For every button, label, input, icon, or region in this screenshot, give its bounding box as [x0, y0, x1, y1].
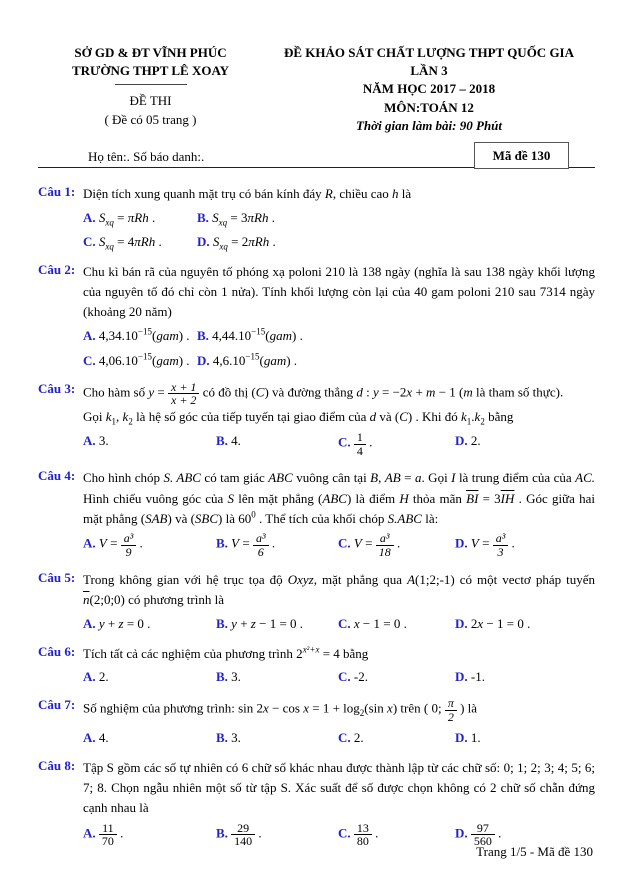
- math-italic: gam: [263, 352, 287, 368]
- option-letter: D.: [455, 535, 468, 551]
- answer-option: B. 4.: [216, 433, 241, 449]
- duration-line: Thời gian làm bài: 90 Phút: [355, 117, 503, 133]
- subscript: xq: [105, 241, 114, 252]
- subscript: 2: [359, 708, 365, 719]
- math-italic: AC.: [575, 470, 595, 486]
- question-text: Gọi $k_1$, $k_2$ là hệ số góc của tiếp tuyến tại giao điểm của d và (C) . Khi đó $k_1.k_2$ bằng: [83, 409, 514, 427]
- answer-option: B. $4,44.10^{-15}(gam)$ .: [197, 326, 303, 343]
- math-italic: H: [399, 490, 409, 506]
- option-letter: B.: [216, 433, 228, 449]
- math-italic: d: [356, 384, 363, 400]
- option-letter: B.: [197, 328, 209, 343]
- math-italic: V: [353, 535, 362, 551]
- answer-option: D. -1.: [455, 669, 485, 685]
- fraction-denominator: 9: [125, 545, 132, 560]
- answer-options: [83, 530, 595, 562]
- fraction: [354, 822, 372, 849]
- math-italic: a: [414, 470, 422, 486]
- fraction: [354, 431, 366, 458]
- answer-option: D. $S_{xq} = 2\pi Rh$ .: [197, 234, 276, 252]
- question: [38, 570, 595, 636]
- question-text: Chu kì bán rã của nguyên tố phóng xạ poloni 210 là 138 ngày (nghĩa là sau 138 ngày khối lượng của nguyên tố đó chỉ còn 1 nửa). Tính khối lượng còn lại của 40 gam poloni 210 sau 7314 ngày (khoảng 20 năm): [83, 264, 595, 320]
- fraction-numerator: a³: [376, 532, 394, 546]
- answer-option: A. $\frac{11}{70}$ .: [83, 820, 124, 849]
- option-letter: D.: [455, 433, 468, 449]
- exam-header: [38, 44, 595, 135]
- option-letter: A.: [83, 433, 96, 449]
- math-italic: C: [255, 384, 265, 400]
- math-italic: d: [369, 409, 377, 425]
- question-text: Cho hàm số y = $\frac{x + 1}{x + 2}$ có đồ thị (C) và đường thẳng d : y = −2x + m − 1 (m là tham số thực).: [83, 379, 564, 408]
- fraction: [376, 532, 394, 559]
- answer-option: D. 2x − 1 = 0 .: [455, 615, 531, 631]
- fraction: [121, 532, 137, 559]
- math-italic: I: [451, 470, 456, 486]
- question-number: Câu 8:: [38, 757, 76, 773]
- question: [38, 468, 595, 561]
- fraction-denominator: 18: [378, 545, 391, 560]
- answer-option: C. x − 1 = 0 .: [338, 615, 407, 631]
- option-letter: B.: [216, 535, 228, 551]
- math-italic: S: [212, 234, 220, 250]
- math-italic: x: [303, 700, 310, 716]
- math-italic: S.ABC: [387, 510, 422, 526]
- math-italic: B: [370, 470, 379, 486]
- math-italic: gam: [156, 352, 179, 368]
- option-letter: D.: [455, 729, 468, 745]
- math-italic: ABC: [322, 490, 347, 506]
- math-italic: V: [98, 535, 107, 551]
- fraction-numerator: 13: [354, 822, 372, 836]
- option-letter: B.: [216, 729, 228, 745]
- answer-option: A. V = $\frac{\text{a³}}{9}$ .: [83, 531, 143, 560]
- question: [38, 758, 595, 851]
- math-italic: x: [353, 615, 360, 631]
- fraction-numerator: 1: [354, 431, 366, 445]
- vector-overline: $\overline{IH}$: [500, 490, 515, 506]
- fraction: [168, 381, 199, 408]
- question-content: [83, 697, 595, 749]
- question-number: Câu 7:: [38, 697, 76, 713]
- math-italic: V: [231, 535, 240, 551]
- fraction-denominator: 4: [356, 444, 363, 458]
- answer-option: C. 2.: [338, 729, 364, 745]
- option-letter: C.: [83, 352, 96, 368]
- subscript: xq: [218, 217, 228, 228]
- math-italic: k: [474, 409, 481, 425]
- subscript: xq: [219, 241, 228, 252]
- math-italic: y: [231, 615, 237, 631]
- answer-option: C. $4,06.10^{-15}(gam)$ .: [83, 351, 190, 368]
- superscript: −15: [137, 351, 152, 362]
- question-content: [83, 381, 595, 461]
- math-italic: S: [98, 234, 106, 250]
- math-italic: z: [250, 615, 256, 631]
- option-letter: B.: [216, 669, 228, 685]
- fraction-denominator: x + 2: [171, 393, 197, 408]
- question-text: Tích tất cả các nghiệm của phương trình $2^{x^2+x} = 4$ bằng: [83, 644, 369, 661]
- answer-option: B. $S_{xq} = 3\pi Rh$ .: [197, 209, 275, 228]
- math-italic: x: [477, 615, 484, 631]
- answer-option: C. V = $\frac{\text{a³}}{18}$ .: [338, 531, 401, 560]
- math-italic: S: [227, 490, 235, 506]
- question: [38, 644, 595, 690]
- fraction-numerator: x + 1: [168, 381, 199, 395]
- answer-option: B. y + z − 1 = 0 .: [216, 615, 304, 631]
- questions: [38, 184, 595, 851]
- school-year: NĂM HỌC 2017 – 2018: [362, 81, 496, 97]
- option-letter: D.: [455, 615, 468, 631]
- question-content: [83, 758, 595, 851]
- option-letter: D.: [197, 352, 210, 368]
- fraction-numerator: a³: [121, 532, 137, 546]
- question-number: Câu 5:: [38, 569, 76, 585]
- header-right-block: [263, 44, 595, 135]
- math-italic: x: [263, 700, 269, 716]
- subscript: 1: [466, 417, 472, 427]
- answer-option: A. 2.: [83, 669, 109, 685]
- question-number: Câu 4:: [38, 468, 76, 484]
- math-italic: gam: [156, 328, 179, 343]
- option-letter: C.: [338, 825, 351, 841]
- subscript: 2: [480, 417, 485, 427]
- option-letter: A.: [83, 729, 96, 745]
- fraction: [445, 697, 457, 724]
- answer-option: A. y + z = 0 .: [83, 615, 151, 631]
- question-content: [83, 468, 595, 561]
- answer-option: B. 3.: [216, 729, 241, 745]
- question-text: Tập S gồm các số tự nhiên có 6 chữ số khác nhau được thành lập từ các chữ số: 0; 1; 2; 3; 4; 5; 6; 7; 8. Chọn ngẫu nhiên một số từ tập S. Xác suất để số được chọn không có 2 chữ số chẵn đứng cạnh nhau là: [83, 759, 595, 815]
- fraction-numerator: a³: [253, 532, 269, 546]
- option-letter: D.: [197, 234, 210, 250]
- math-italic: ABC: [268, 470, 293, 486]
- math-italic: k: [122, 409, 129, 425]
- math-italic: y: [148, 384, 155, 400]
- question-text: Diện tích xung quanh mặt trụ có bán kính đáy R, chiều cao h là: [83, 185, 412, 201]
- option-letter: A.: [83, 825, 96, 841]
- page-footer: Trang 1/5 - Mã đề 130: [476, 844, 593, 859]
- question-content: [83, 262, 595, 372]
- option-letter: A.: [83, 535, 96, 551]
- answer-options: [83, 205, 595, 254]
- vector-overline: $\overline{n}$: [83, 591, 90, 607]
- option-letter: A.: [83, 209, 96, 225]
- question-text: Trong không gian với hệ trục tọa độ Oxyz, mặt phẳng qua A(1;2;-1) có một vectơ pháp tuyến $\overline{n}(2;0;0)$ có phương trình là: [83, 571, 595, 607]
- math-italic: S. ABC: [163, 470, 201, 486]
- option-letter: C.: [338, 434, 351, 450]
- math-italic: gam: [269, 328, 292, 343]
- superscript: −15: [137, 326, 152, 337]
- fraction-numerator: 11: [99, 822, 117, 836]
- answer-option: D. $\frac{97}{560}$ .: [455, 820, 502, 849]
- candidate-info-line: Họ tên:. Số báo danh:.: [88, 148, 205, 164]
- question: [38, 697, 595, 749]
- fraction-denominator: 80: [356, 834, 369, 849]
- exam-title: ĐỀ KHẢO SÁT CHẤT LƯỢNG THPT QUỐC GIA: [283, 45, 575, 60]
- fraction-numerator: 29: [231, 822, 255, 836]
- answer-option: D. V = $\frac{\text{a³}}{3}$ .: [455, 531, 515, 560]
- option-letter: C.: [338, 535, 351, 551]
- math-italic: AB: [384, 470, 401, 486]
- math-italic: πRh: [134, 234, 156, 250]
- option-letter: C.: [338, 669, 351, 685]
- option-letter: C.: [338, 615, 351, 631]
- answer-options: [83, 429, 595, 461]
- subject-line: MÔN:TOÁN 12: [384, 99, 474, 115]
- fraction: [99, 822, 117, 849]
- fraction-denominator: 3: [497, 545, 504, 560]
- subscript: xq: [105, 217, 114, 228]
- option-letter: B.: [197, 209, 209, 225]
- math-italic: y: [98, 615, 105, 631]
- fraction-denominator: 70: [101, 834, 114, 849]
- math-italic: h: [392, 185, 399, 201]
- question-number: Câu 2:: [38, 262, 76, 278]
- superscript: 0: [251, 509, 256, 520]
- header-divider: [115, 84, 187, 85]
- math-italic: πRh: [127, 209, 149, 225]
- answer-option: C. -2.: [338, 669, 368, 685]
- question: [38, 381, 595, 461]
- math-italic: m: [426, 384, 436, 400]
- superscript: x²+x: [302, 644, 320, 655]
- fraction: [493, 532, 509, 559]
- math-italic: k: [461, 409, 467, 425]
- math-italic: πRh: [247, 209, 269, 225]
- math-italic: x: [406, 384, 413, 400]
- fraction: [231, 822, 255, 849]
- option-letter: C.: [83, 234, 96, 250]
- question-content: [83, 184, 595, 254]
- question: [38, 262, 595, 372]
- fraction-numerator: a³: [493, 532, 509, 546]
- answer-options: [83, 725, 595, 750]
- exam-label: ĐỀ THI: [129, 93, 172, 109]
- fraction-numerator: π: [445, 697, 457, 711]
- fraction: [253, 532, 269, 559]
- answer-option: A. 3.: [83, 433, 109, 449]
- exam-code-label: Mã đề 130: [492, 147, 551, 163]
- answer-option: D. 2.: [455, 433, 481, 449]
- math-italic: V: [470, 535, 479, 551]
- math-italic: k: [105, 409, 112, 425]
- pages-note: ( Đề có 05 trang ): [104, 111, 197, 127]
- question-content: [83, 644, 595, 690]
- answer-option: D. 1.: [455, 729, 481, 745]
- fraction-denominator: 140: [234, 834, 253, 849]
- option-letter: D.: [455, 825, 468, 841]
- math-italic: πRh: [248, 234, 270, 250]
- fraction-denominator: 6: [257, 545, 264, 560]
- answer-options: [83, 611, 595, 636]
- question: [38, 184, 595, 254]
- answer-option: B. 3.: [216, 669, 241, 685]
- fraction-denominator: 560: [473, 834, 492, 849]
- option-letter: A.: [83, 615, 96, 631]
- option-letter: D.: [455, 669, 468, 685]
- answer-option: C. $S_{xq} = 4\pi Rh$ .: [83, 234, 162, 252]
- question-content: [83, 570, 595, 636]
- math-italic: C: [399, 409, 408, 425]
- option-letter: B.: [216, 825, 228, 841]
- header-left-block: [38, 44, 263, 135]
- subscript: 2: [128, 417, 133, 427]
- vector-overline: $\overline{BI}$: [466, 490, 479, 506]
- question-number: Câu 6:: [38, 643, 76, 659]
- option-letter: C.: [338, 729, 351, 745]
- question-number: Câu 3:: [38, 380, 76, 396]
- math-italic: m: [463, 384, 473, 400]
- answer-option: A. $4,34.10^{-15}(gam)$ .: [83, 326, 190, 343]
- math-italic: A: [407, 571, 416, 587]
- question-text: Số nghiệm của phương trình: $\sin 2x - \cos x = 1 + \log_2(\sin$ x) trên ( 0; $\frac{\pi}{2}$ ) là: [83, 696, 478, 725]
- superscript: −15: [251, 326, 266, 337]
- math-italic: y: [372, 384, 379, 400]
- school-name: TRƯỜNG THPT LÊ XOAY: [71, 63, 230, 79]
- option-letter: A.: [83, 328, 96, 343]
- superscript: −15: [245, 351, 260, 362]
- math-italic: S: [98, 209, 106, 225]
- answer-options: [83, 665, 595, 690]
- math-italic: SAB: [145, 510, 168, 526]
- option-letter: B.: [216, 615, 228, 631]
- answer-option: B. $\frac{29}{140}$ .: [216, 820, 262, 849]
- exam-round: LẦN 3: [410, 63, 448, 79]
- answer-option: C. $\frac{1}{4}$ .: [338, 430, 373, 458]
- math-italic: S: [212, 209, 219, 225]
- answer-option: A. 4.: [83, 729, 109, 745]
- answer-option: A. $S_{xq} = \pi Rh$ .: [83, 209, 156, 228]
- math-italic: R: [324, 185, 333, 201]
- exam-code-box: [474, 142, 569, 169]
- answer-option: B. V = $\frac{\text{a³}}{6}$ .: [216, 531, 276, 560]
- option-letter: A.: [83, 669, 96, 685]
- math-italic: SBC: [194, 510, 219, 526]
- question-number: Câu 1:: [38, 183, 76, 199]
- answer-options: [83, 324, 595, 373]
- answer-option: C. $\frac{13}{80}$ .: [338, 820, 379, 849]
- fraction-denominator: 2: [447, 710, 454, 725]
- question-text: Cho hình chóp S. ABC có tam giác ABC vuông cân tại B, AB = a. Gọi I là trung điểm của của AC. Hình chiếu vuông góc của S lên mặt phẳng (ABC) là điểm H thỏa mãn $\overline{BI} = 3\overline{IH}$ . Góc giữa hai mặt phẳng (SAB) và (SBC) là $60^0$ . Thể tích của khối chóp S.ABC là:: [83, 470, 595, 526]
- subscript: 1: [111, 417, 117, 427]
- math-italic: z: [118, 615, 124, 631]
- math-italic: Oxyz: [287, 571, 314, 587]
- fraction-numerator: 97: [471, 822, 495, 836]
- department-name: SỞ GD & ĐT VĨNH PHÚC: [74, 45, 227, 60]
- answer-option: D. $4,6.10^{-15}(gam)$ .: [197, 351, 298, 368]
- math-italic: x: [387, 700, 393, 716]
